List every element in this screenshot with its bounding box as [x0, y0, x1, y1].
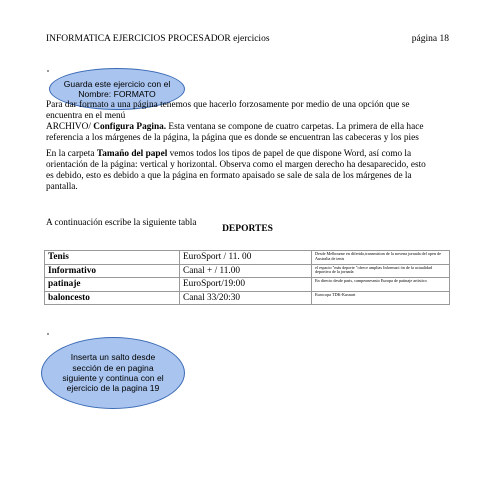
description-cell: Eurocopa TDK-Kusnart: [312, 291, 450, 305]
anchor-mark: [47, 70, 49, 72]
channel-cell: EuroSport/19:00: [180, 278, 312, 292]
table-row: [45, 264, 450, 278]
anchor-mark: [47, 333, 49, 335]
callout-section-break-text: Inserta un salto desde sección de en pagina siguiente y continua con el ejercicio de la pagina 19: [62, 352, 164, 394]
sports-table: [44, 250, 450, 305]
channel-cell: Canal 33/20:30: [180, 291, 312, 305]
sport-cell: baloncesto: [45, 291, 180, 305]
header-title: INFORMATICA EJERCICIOS PROCESADOR ejercicios: [46, 34, 270, 44]
paragraph-formato: [46, 100, 450, 145]
table-row: [45, 278, 450, 292]
header-page-number: página 18: [411, 34, 449, 44]
text-run: vemos todos los tipos de papel de que dispone Word, así como la: [167, 149, 412, 159]
sport-cell: patinaje: [45, 278, 180, 292]
text-line: es debido, esto es debido a que la página en formato apaisado se sale de sala de los márgenes de la: [46, 171, 412, 182]
text-line: orientación de la página: vertical y horizontal. Observa como el margen derecho ha desaparecido, esto: [46, 160, 426, 171]
text-line: encuentra en el menú: [46, 111, 126, 122]
channel-cell: EuroSport / 11. 00: [180, 251, 312, 265]
sport-cell: Informativo: [45, 264, 180, 278]
text-line: Para dar formato a una página tenemos que hacerlo forzosamente por medio de una opción que se: [46, 100, 410, 110]
bold-run: Configura Pagina.: [93, 122, 167, 133]
text-run: En la carpeta: [46, 149, 97, 159]
description-cell: Desde Melbourne en diferido,transmision de la novena jornada del open de Australia de tenis: [312, 251, 450, 265]
sport-cell: Tenis: [45, 251, 180, 265]
text-line: A continuación escribe la siguiente tabla: [46, 218, 197, 228]
text-line: pantalla.: [46, 182, 78, 193]
text-run: Esta ventana se compone de cuatro carpetas. La primera de ella hace: [166, 122, 424, 133]
description-cell: el espacio "más deporte "ofrece amplias Informaci ón de la actualidad deportiva de la jornada: [312, 264, 450, 278]
text-run: ARCHIVO/: [46, 122, 94, 133]
page-header: [46, 34, 449, 44]
callout-save-text: Guarda este ejercicio con el Nombre: FORMATO: [63, 78, 171, 99]
table-row: [45, 291, 450, 305]
channel-cell: Canal + / 11.00: [180, 264, 312, 278]
paragraph-tamano-papel: [46, 149, 450, 194]
callout-section-break-oval: [41, 337, 185, 409]
bold-run: Tamaño del papel: [96, 149, 168, 159]
text-line: referencia a los márgenes de la página, la página que es donde se encuentran las cabeceras y los pies: [46, 133, 419, 144]
table-row: [45, 251, 450, 265]
text-line: [46, 149, 450, 160]
description-cell: En directo desde paris, campeonesnsto Europa de patinaje artistico: [312, 278, 450, 292]
table-title: DEPORTES: [222, 224, 273, 234]
text-line: [46, 122, 450, 133]
